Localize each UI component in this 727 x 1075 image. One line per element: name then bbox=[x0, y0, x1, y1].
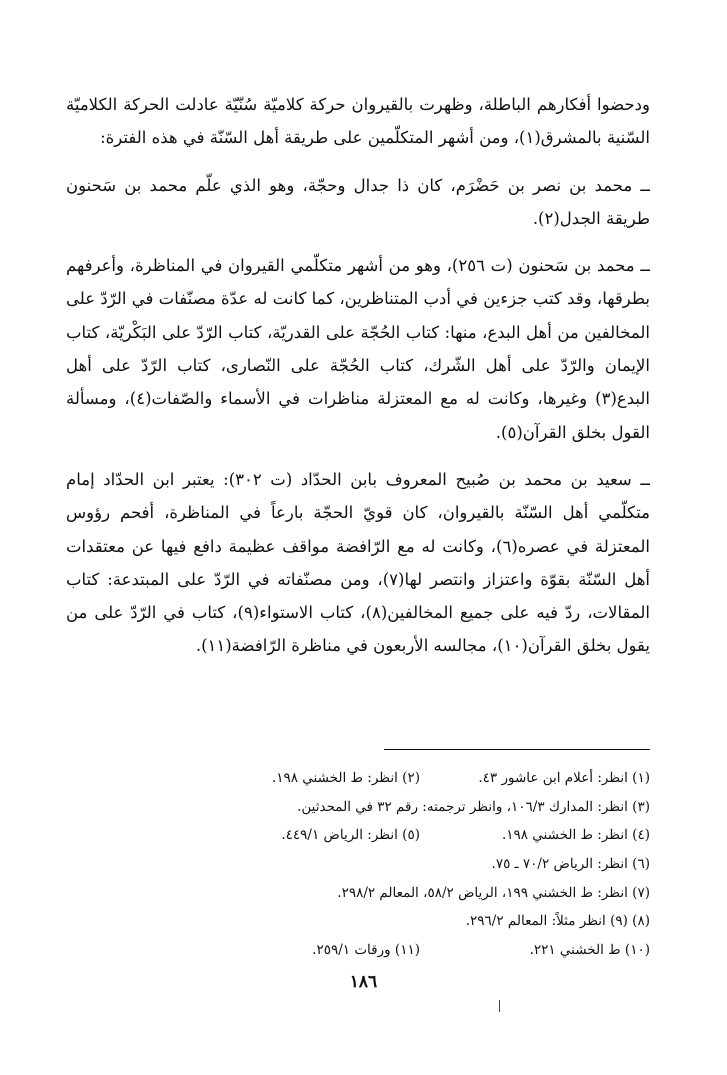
footnote-1: (١) انظر: أعلام ابن عاشور ٤٣. bbox=[478, 770, 650, 787]
main-text bbox=[66, 88, 650, 663]
footnote-8-9: (٨) (٩) انظر مثلاً: المعالم ٢٩٦/٢. bbox=[465, 913, 650, 930]
footnote-11: (١١) ورقات ٢٥٩/١. bbox=[312, 941, 420, 958]
footnote-2: (٢) انظر: ط الخشني ١٩٨. bbox=[271, 770, 420, 787]
footnote-6: (٦) انظر: الرياض ٧٠/٢ ـ ٧٥. bbox=[491, 856, 650, 873]
footnote-5: (٥) انظر: الرياض ٤٤٩/١. bbox=[281, 827, 420, 844]
footnote-row bbox=[66, 936, 650, 965]
scan-mark bbox=[499, 1000, 500, 1012]
paragraph-ibn-hadram: ــ محمد بن نصر بن حَضْرَم، كان ذا جدال وحجّة، وهو الذي علّم محمد بن سَحنون طريقة الجدل(٢). bbox=[66, 175, 650, 228]
paragraph-ibn-haddad: ــ سعيد بن محمد بن صُبيح المعروف بابن الحدّاد (ت ٣٠٢): يعتبر ابن الحدّاد إمام متكلّمي أهل السّنّة بالقيروان، كان قويّ الحجّة بارعاً في المناظرة، أفحم رؤوس المعتزلة في عصره(٦)، وكانت له مع الرّافضة مواقف عظيمة دافع فيها عن معتقدات أهل السّنّة بقوّة واعتزاز وانتصر لها(٧)، ومن مصنّفاته في الرّدّ على المبتدعة: كتاب المقالات، ردّ فيه على جميع المخالفين(٨)، كتاب الاستواء(٩)، كتاب في الرّدّ على من يقول بخلق القرآن(١٠)، مجالسه الأربعون في مناظرة الرّافضة(١١). bbox=[66, 469, 650, 656]
footnotes bbox=[66, 764, 650, 964]
footnote-10: (١٠) ط الخشني ٢٢١. bbox=[529, 941, 650, 958]
footnote-4: (٤) انظر: ط الخشني ١٩٨. bbox=[501, 827, 650, 844]
paragraph-intro: ودحضوا أفكارهم الباطلة، وظهرت بالقيروان حركة كلاميّة سُنّيّة عادلت الحركة الكلاميّة السّنية بالمشرق(١)، ومن أشهر المتكلّمين على طريقة أهل السّنّة في هذه الفترة: bbox=[66, 95, 650, 148]
paragraph-ibn-sahnun: ــ محمد بن سَحنون (ت ٢٥٦)، وهو من أشهر متكلّمي القيروان في المناظرة، وأعرفهم بطرقها، وقد كتب جزءين في أدب المتناظرين، كما كانت له عدّة مصنّفات في الرّدّ على المخالفين من أهل البدع، منها: كتاب الحُجّة على القدريّة، كتاب الرّدّ على البَكْريّة، كتاب الإيمان والرّدّ على أهل الشّرك، كتاب الحُجّة على النّصارى، كتاب الرّدّ على أهل البدع(٣) وغيرها، وكانت له مع المعتزلة مناظرات في الأسماء والصّفات(٤)، ومسألة القول بخلق القرآن(٥). bbox=[66, 256, 651, 442]
footnote-separator bbox=[384, 749, 650, 750]
footnote-7: (٧) انظر: ط الخشني ١٩٩، الرياض ٥٨/٢، المعالم ٢٩٨/٢. bbox=[337, 884, 650, 901]
page-number: ١٨٦ bbox=[349, 972, 378, 992]
footnote-row bbox=[66, 764, 650, 793]
footnote-3: (٣) انظر: المدارك ١٠٦/٣، وانظر ترجمته: رقم ٣٢ في المحدثين. bbox=[297, 798, 650, 815]
footnote-row bbox=[66, 821, 650, 850]
